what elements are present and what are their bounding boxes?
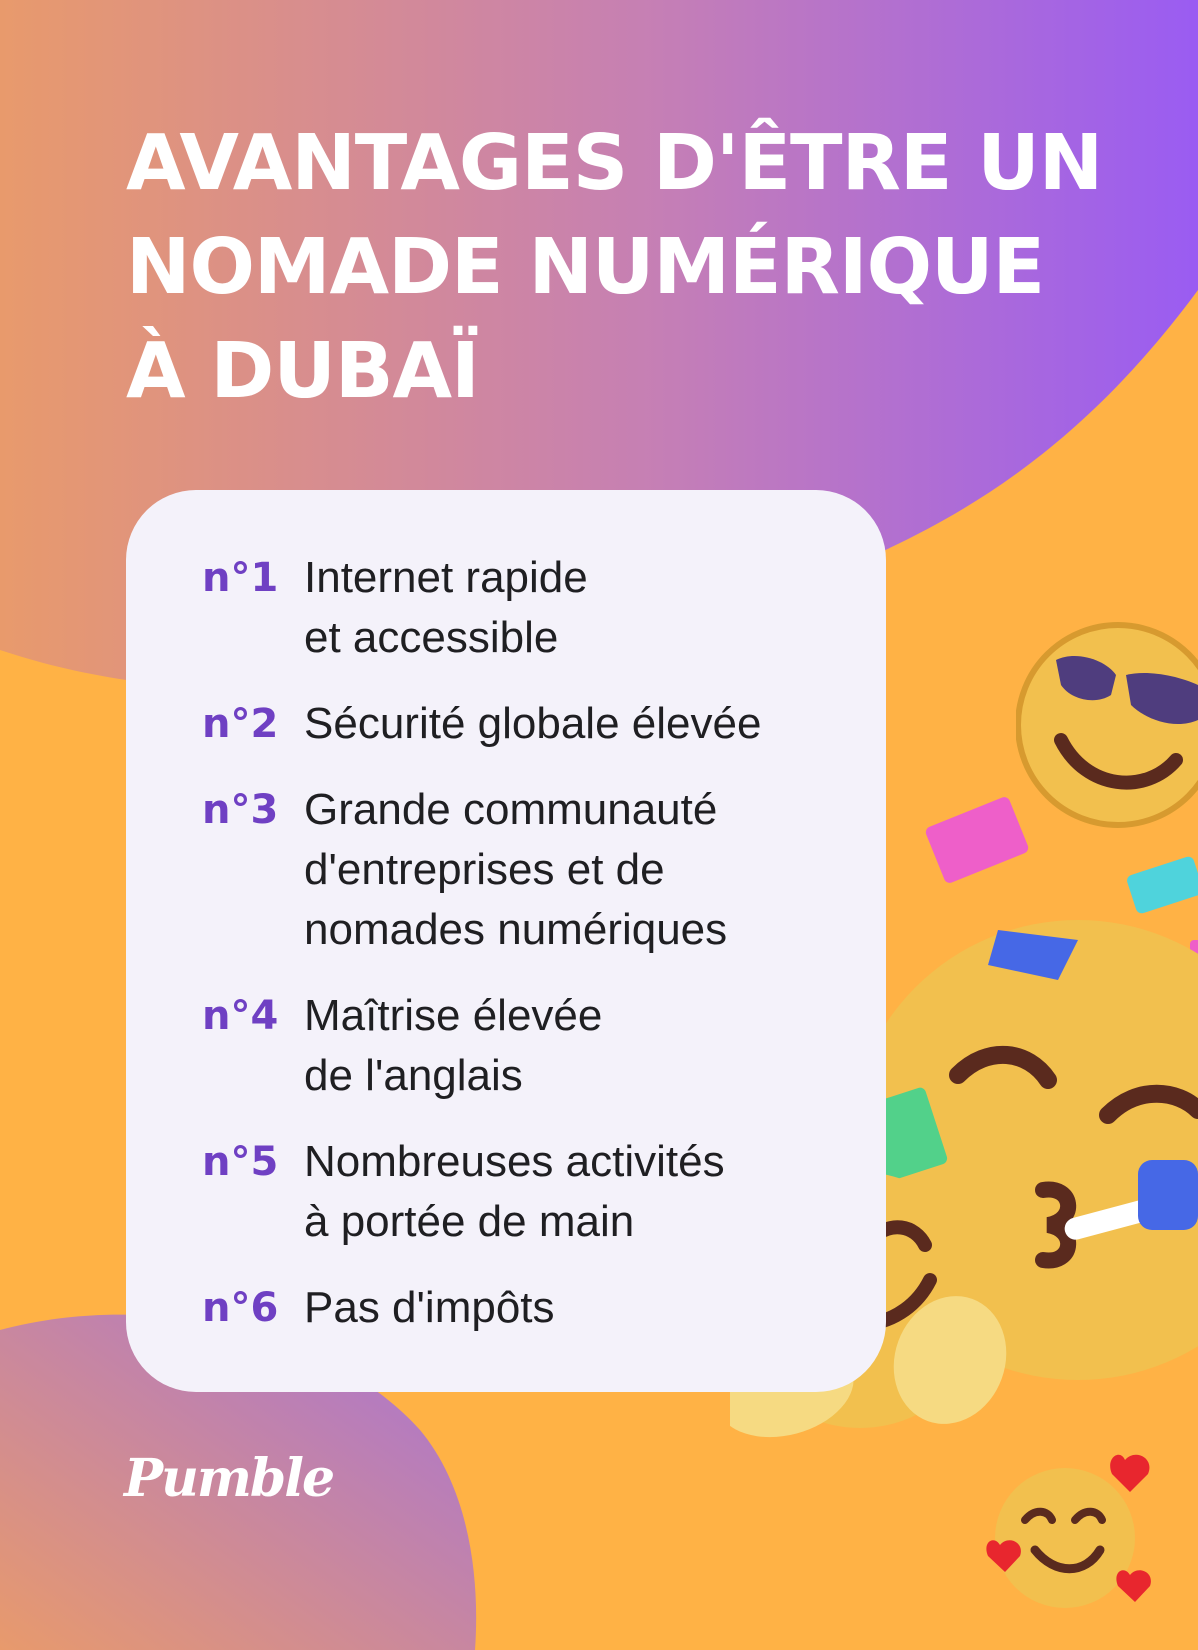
item-text-line: de l'anglais [304,1051,523,1100]
item-number: n°5 [202,1139,279,1185]
list-item [202,548,761,668]
item-text [304,780,727,960]
item-number: n°1 [202,555,279,601]
title-line: À DUBAÏ [126,327,479,416]
item-text [304,1278,555,1338]
item-text-line: et accessible [304,613,559,662]
item-text [304,986,602,1106]
advantages-card [126,490,886,1392]
item-text [304,1132,725,1252]
item-text-line: nomades numériques [304,905,728,954]
list-item [202,1132,761,1252]
item-text-line: Sécurité globale élevée [304,699,762,748]
hearts-emoji-icon [980,1450,1160,1620]
item-text-line: Maîtrise élevée [304,991,603,1040]
title-line: AVANTAGES D'ÊTRE UN [126,119,1103,208]
item-number: n°4 [202,993,279,1039]
item-text-line: Pas d'impôts [304,1283,555,1332]
list-item [202,1278,761,1338]
item-text-line: à portée de main [304,1197,635,1246]
title-line: NOMADE NUMÉRIQUE [126,223,1045,312]
brand-logo: Pumble [124,1448,334,1509]
item-text-line: d'entreprises et de [304,845,665,894]
sunglasses-emoji-icon [1016,620,1198,830]
list-item [202,694,761,754]
item-text-line: Nombreuses activités [304,1137,725,1186]
list-item [202,986,761,1106]
list-item [202,780,761,960]
item-text [304,548,588,668]
item-text [304,694,761,754]
item-number: n°6 [202,1285,279,1331]
item-number: n°2 [202,701,279,747]
item-number: n°3 [202,787,279,833]
item-text-line: Grande communauté [304,785,718,834]
item-text-line: Internet rapide [304,553,588,602]
advantages-list [202,548,761,1364]
page-title [126,112,1166,424]
